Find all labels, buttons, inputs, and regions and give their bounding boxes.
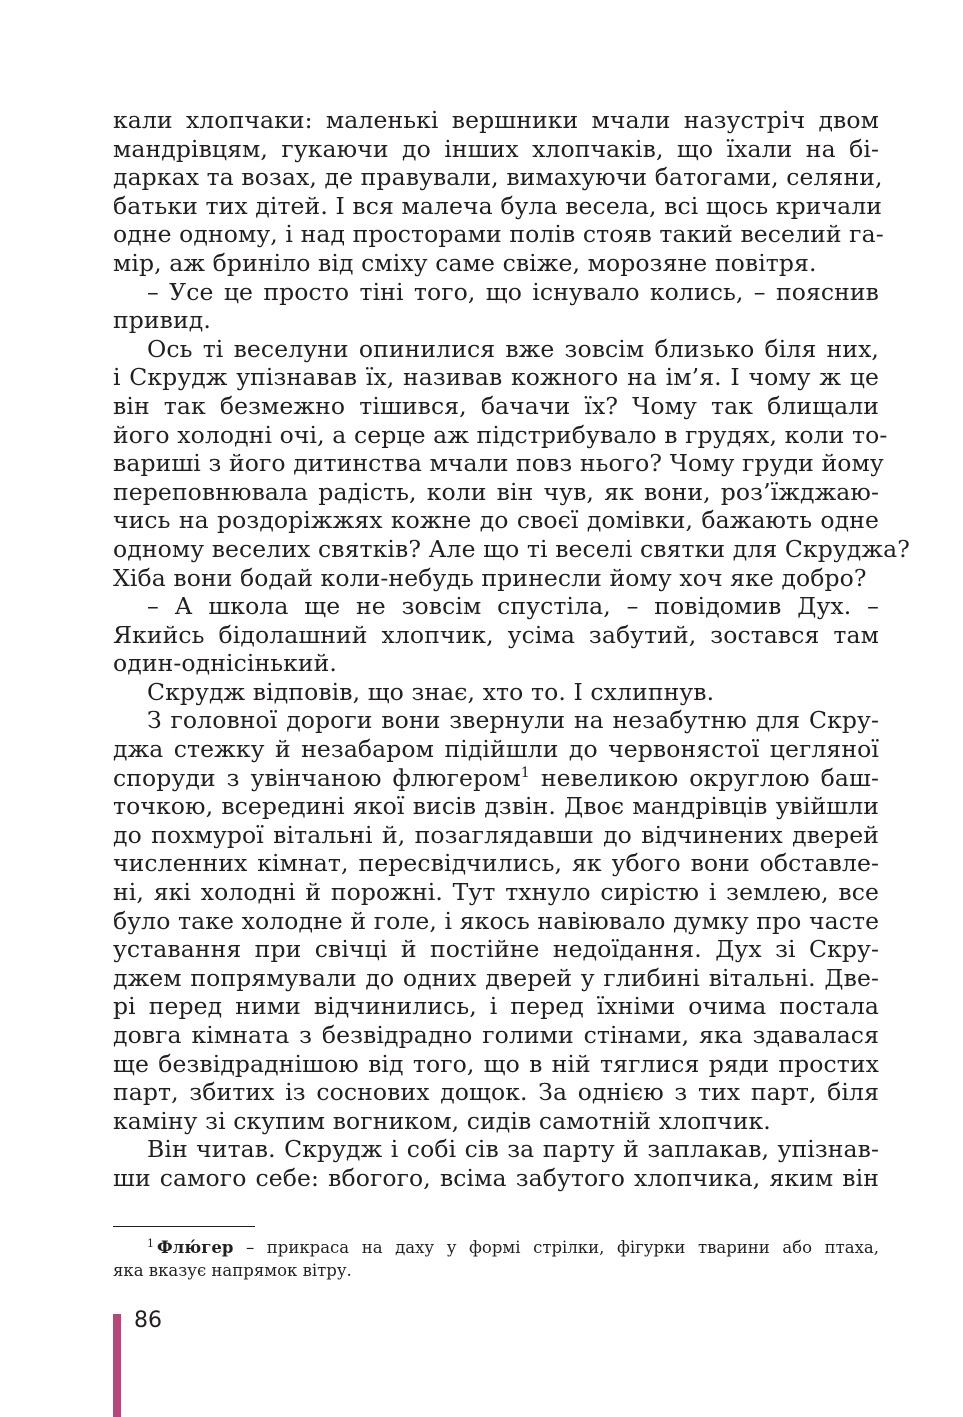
text-line: чись на роздоріжжях кожне до своєї домівки, бажають одне (113, 506, 879, 535)
main-text (113, 106, 910, 1193)
text-line: Скрудж відповів, що знає, хто то. І схлипнув. (147, 677, 715, 706)
text-line: привид. (113, 306, 211, 335)
text-segment: споруди з увінчаною флюгером (113, 763, 521, 792)
footnote-reference[interactable]: 1 (520, 764, 530, 781)
text-line: З головної дороги вони звернули на незабутню для Скру- (147, 706, 879, 735)
footnote-line (113, 1236, 879, 1259)
text-line: він так безмежно тішився, бачачи їх? Чому так блищали (113, 391, 879, 420)
text-line: ні, які холодні й порожні. Тут тхнуло сирістю і землею, все (113, 878, 879, 907)
footnote-divider (113, 1226, 255, 1227)
text-line: парт, збитих із соснових дощок. За однією з тих парт, біля (113, 1078, 879, 1107)
page-number: 86 (134, 1308, 162, 1333)
text-line: одне одному, і над просторами полів стояв такий веселий га- (113, 220, 884, 249)
text-line: Хіба вони бодай коли-небудь принесли йому хоч яке добро? (113, 563, 867, 592)
text-line: до похмурої вітальні й, позаглядавши до відчинених дверей (113, 820, 879, 849)
text-line: Якийсь бідолашний хлопчик, усіма забутий, зостався там (113, 620, 879, 649)
text-line: і Скрудж упізнавав їх, називав кожного на ім’я. І чому ж це (113, 363, 879, 392)
footnote-number: 1 (147, 1236, 154, 1250)
footnote-text: – прикраса на даху у формі стрілки, фігурки тварини або птаха, (233, 1238, 879, 1257)
text-line: мандрівцям, гукаючи до інших хлопчаків, що їхали на бі- (113, 134, 879, 163)
text-line: рі перед ними відчинились, і перед їхніми очима постала (113, 992, 879, 1021)
text-line: один-однісінький. (113, 649, 337, 678)
text-line: джем попрямували до одних дверей у глибині вітальні. Две- (113, 963, 879, 992)
text-line: джа стежку й незабаром підійшли до червонястої цегляної (113, 735, 879, 764)
text-line: батьки тих дітей. І вся малеча була весела, всі щось кричали (113, 191, 883, 220)
text-line: одному веселих святків? Але що ті веселі святки для Скруджа? (113, 534, 910, 563)
text-line: переповнювала радість, коли він чув, як вони, роз’їжджаю- (113, 477, 879, 506)
footnote-line: яка вказує напрямок вітру. (113, 1261, 352, 1280)
footnote (113, 1236, 879, 1282)
text-line: кали хлопчаки: маленькі вершники мчали назустріч двом (113, 106, 879, 134)
text-line: – Усе це просто тіні того, що існувало колись, – пояснив (147, 277, 879, 306)
text-line: численних кімнат, пересвідчились, як убого вони обставле- (113, 849, 879, 878)
text-line: Він читав. Скрудж і собі сів за парту й заплакав, упізнав- (147, 1135, 879, 1164)
text-line: – А школа ще не зовсім спустіла, – повідомив Дух. – (147, 592, 879, 621)
text-line: його холодні очі, а серце аж підстрибувало в грудях, коли то- (113, 420, 888, 449)
text-line: ще безвідраднішою від того, що в ній тяглися ряди простих (113, 1049, 879, 1078)
text-line: довга кімната з безвідрадно голими стінами, яка здавалася (113, 1021, 879, 1049)
page-accent-bar (113, 1314, 121, 1417)
text-line-with-footnote (113, 764, 879, 793)
text-line: уставання при свічці й постійне недоїдання. Дух зі Скру- (113, 935, 879, 964)
text-line: точкою, всередині якої висів дзвін. Двоє мандрівців увійшли (113, 792, 879, 821)
text-line: каміну зі скупим вогником, сидів самотній хлопчик. (113, 1106, 771, 1135)
text-line: було таке холодне й голе, і якось навіювало думку про часте (113, 906, 880, 935)
text-line: дарках та возах, де правували, вимахуючи батогами, селяни, (113, 163, 883, 192)
text-segment: невеликою округлою баш- (540, 763, 879, 792)
footnote-term: Флю́гер (157, 1238, 234, 1257)
text-line: мір, аж бриніло від сміху саме свіже, морозяне повітря. (113, 248, 817, 277)
text-line: вариші з його дитинства мчали повз нього? Чому груди йому (113, 449, 884, 478)
text-line: Ось ті веселуни опинилися вже зовсім близько біля них, (147, 334, 879, 363)
text-line: ши самого себе: вбогого, всіма забутого хлопчика, яким він (113, 1163, 879, 1192)
